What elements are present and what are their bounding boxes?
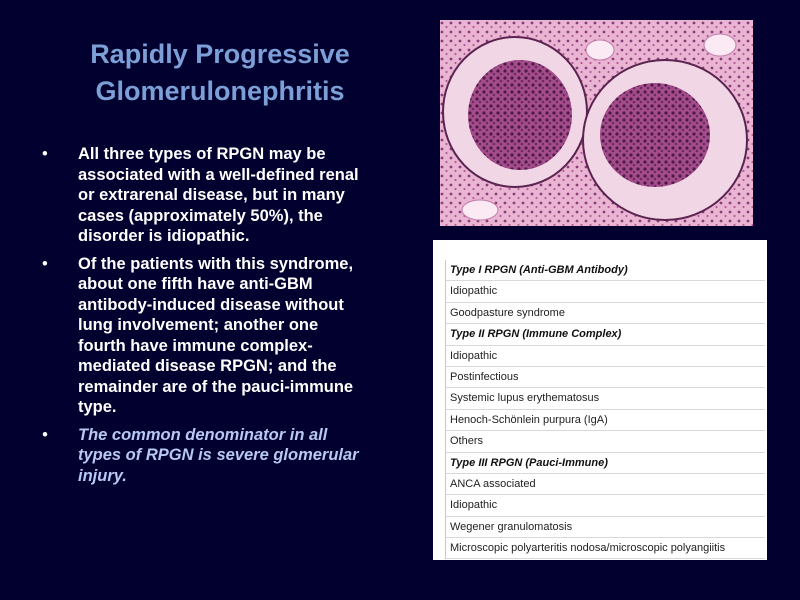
table-row: Idiopathic xyxy=(446,346,765,367)
table-row: Microscopic polyarteritis nodosa/microscopic polyangiitis xyxy=(446,538,765,559)
table-section-header: Type II RPGN (Immune Complex) xyxy=(446,324,765,345)
bullet-item-emphasis xyxy=(40,425,370,487)
table-row: ANCA associated xyxy=(446,474,765,495)
rpgn-classification-table xyxy=(433,240,767,560)
table-row: Henoch-Schönlein purpura (IgA) xyxy=(446,410,765,431)
table-row: Goodpasture syndrome xyxy=(446,303,765,324)
title-line-1: Rapidly Progressive xyxy=(90,39,350,69)
slide-title xyxy=(40,36,400,110)
bullet-dot-icon: • xyxy=(42,425,48,444)
bullet-text: Of the patients with this syndrome, about one fifth have anti-GBM antibody-induced disease without lung involvement; another one fourth have immune complex-mediated disease RPGN; and the remainder are of the pauci-immune type. xyxy=(78,254,354,416)
table-row: Idiopathic xyxy=(446,281,765,302)
bullet-item xyxy=(40,254,370,418)
table-row: Others xyxy=(446,431,765,452)
title-line-2: Glomerulonephritis xyxy=(95,76,345,106)
table-row: Systemic lupus erythematosus xyxy=(446,388,765,409)
table-body xyxy=(445,260,765,559)
micrograph-drawing xyxy=(440,20,753,226)
bullet-item xyxy=(40,144,370,247)
table-section-header: Type III RPGN (Pauci-Immune) xyxy=(446,453,765,474)
table-section-header: Type I RPGN (Anti-GBM Antibody) xyxy=(446,260,765,281)
bullet-list xyxy=(40,144,370,493)
bullet-dot-icon: • xyxy=(42,145,48,163)
glomerulus-micrograph-image xyxy=(440,20,753,226)
table-row: Idiopathic xyxy=(446,495,765,516)
bullet-dot-icon: • xyxy=(42,254,48,273)
bullet-text: All three types of RPGN may be associated with a well-defined renal or extrarenal disease, but in many cases (approximately 50%), the disorder is idiopathic. xyxy=(78,145,359,245)
bullet-text: The common denominator in all types of RPGN is severe glomerular injury. xyxy=(78,425,359,485)
table-row: Postinfectious xyxy=(446,367,765,388)
table-row: Wegener granulomatosis xyxy=(446,517,765,538)
